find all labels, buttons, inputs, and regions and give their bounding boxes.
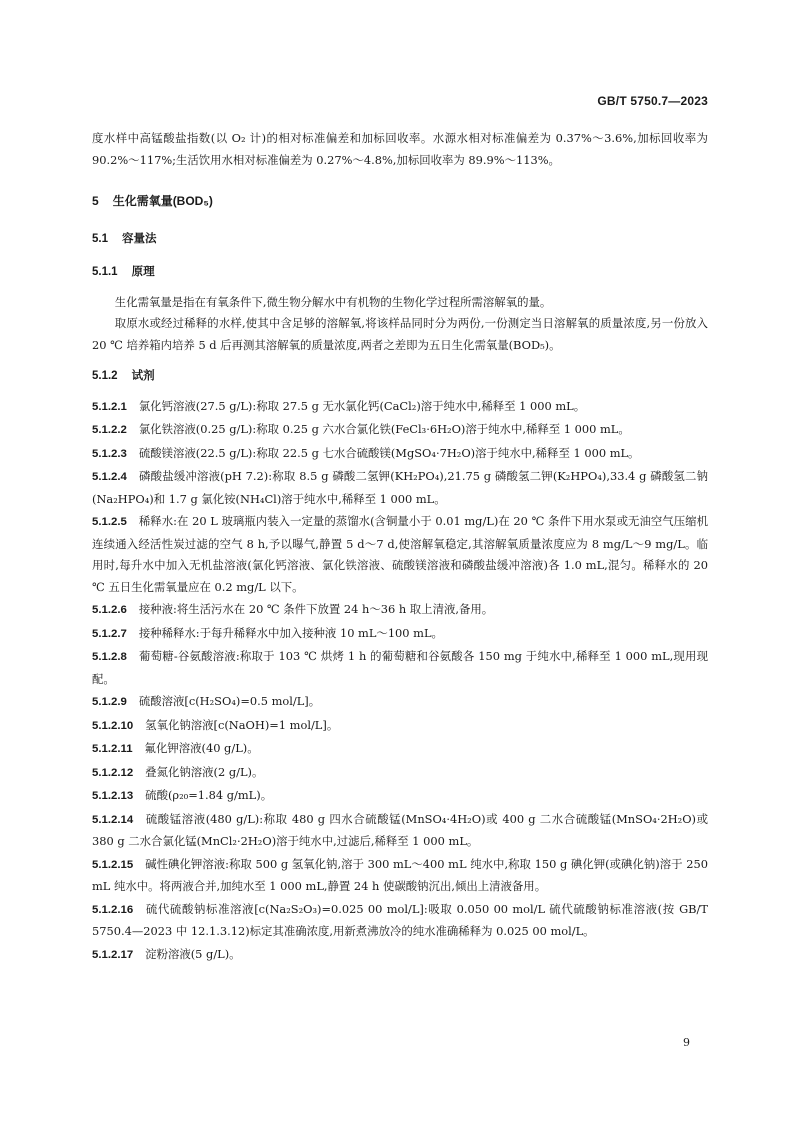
- reagent-item-text: 氯化钙溶液(27.5 g/L):称取 27.5 g 无水氯化钙(CaCl₂)溶于纯水中,稀释至 1 000 mL。: [138, 398, 586, 413]
- reagent-item: [92, 396, 708, 419]
- section-5-1-2-title: 试剂: [131, 370, 155, 382]
- reagent-item-number: 5.1.2.8: [92, 651, 127, 663]
- reagent-item-text: 接种稀释水:于每升稀释水中加入接种液 10 mL～100 mL。: [138, 625, 443, 640]
- reagent-item-number: 5.1.2.14: [92, 813, 134, 826]
- reagent-item-text: 硫酸(ρ₂₀=1.84 g/mL)。: [145, 788, 273, 802]
- reagent-item: [92, 944, 708, 967]
- reagent-item: [92, 623, 708, 646]
- reagent-item-number: 5.1.2.4: [92, 471, 127, 483]
- reagent-item-text: 氢氧化钠溶液[c(NaOH)=1 mol/L]。: [145, 717, 339, 732]
- reagent-item-text: 葡萄糖-谷氨酸溶液:称取于 103 ℃ 烘烤 1 h 的葡萄糖和谷氨酸各 150 mg 于纯水中,稀释至 1 000 mL,现用现配。: [92, 649, 708, 686]
- reagent-item-text: 硫酸锰溶液(480 g/L):称取 480 g 四水合硫酸锰(MnSO₄·4H₂O)或 400 g 二水合硫酸锰(MnSO₄·2H₂O)或 380 g 二水合氯化锰(MnCl₂·2H₂O)溶于纯水中,过滤后,稀释至 1 000 mL。: [92, 811, 708, 848]
- reagent-item: [92, 646, 708, 690]
- reagent-item: [92, 419, 708, 442]
- reagent-item-number: 5.1.2.16: [92, 903, 134, 916]
- reagent-item: [92, 443, 708, 466]
- reagent-item-text: 接种液:将生活污水在 20 ℃ 条件下放置 24 h～36 h 取上清液,备用。: [138, 602, 494, 616]
- section-5-1-2-heading: [92, 366, 708, 388]
- reagent-item: [92, 762, 708, 785]
- section-5-1-title: 容量法: [122, 232, 157, 245]
- reagent-item-text: 碱性碘化钾溶液:称取 500 g 氢氧化钠,溶于 300 mL～400 mL 纯水中,称取 150 g 碘化钾(或碘化钠)溶于 250 mL 纯水中。将两液合并,加纯水至 1 000 mL,静置 24 h 使碳酸钠沉出,倾出上清液备用。: [92, 856, 708, 893]
- section-5-1-2-number: 5.1.2: [92, 370, 118, 382]
- reagent-item-number: 5.1.2.3: [92, 447, 127, 460]
- reagent-item-text: 氯化铁溶液(0.25 g/L):称取 0.25 g 六水合氯化铁(FeCl₃·6H₂O)溶于纯水中,稀释至 1 000 mL。: [138, 422, 630, 436]
- reagent-item-number: 5.1.2.17: [92, 948, 134, 961]
- reagent-item-number: 5.1.2.1: [92, 400, 127, 413]
- reagent-item-text: 叠氮化钠溶液(2 g/L)。: [145, 764, 264, 779]
- reagent-item-text: 硫酸溶液[c(H₂SO₄)=0.5 mol/L]。: [138, 694, 321, 708]
- reagent-item-text: 硫代硫酸钠标准溶液[c(Na₂S₂O₃)=0.025 00 mol/L]:吸取 0.050 00 mol/L 硫代硫酸钠标准溶液(按 GB/T 5750.4—2023 中 12.1.3.12)标定其准确浓度,用新煮沸放冷的纯水准确稀释为 0.025 00 mol/L。: [92, 901, 708, 938]
- reagent-item: [92, 854, 708, 898]
- section-5-1-1-title: 原理: [131, 266, 155, 278]
- section-5-1-1-heading: [92, 262, 708, 284]
- section-5-1-heading: [92, 229, 708, 251]
- principle-paragraph-2: 取原水或经过稀释的水样,使其中含足够的溶解氧,将该样品同时分为两份,一份测定当日溶解氧的质量浓度,另一份放入 20 ℃ 培养箱内培养 5 d 后再测其溶解氧的质量浓度,两者之差即为五日生化需氧量(BOD₅)。: [92, 316, 708, 352]
- section-5-1-1-number: 5.1.1: [92, 266, 118, 278]
- reagent-item-text: 稀释水:在 20 L 玻璃瓶内装入一定量的蒸馏水(含铜量小于 0.01 mg/L)在 20 ℃ 条件下用水泵或无油空气压缩机连续通入经活性炭过滤的空气 8 h,予以曝气,静置 5 d～7 d,使溶解氧稳定,其溶解氧质量浓度应为 8 mg/L～9 mg/L。临用时,每升水中加入无机盐溶液(氯化钙溶液、氯化铁溶液、硫酸镁溶液和磷酸盐缓冲溶液)各 1.0 mL,混匀。稀释水的 20 ℃ 五日生化需氧量应在 0.2 mg/L 以下。: [92, 514, 708, 594]
- section-5-1-number: 5.1: [92, 232, 108, 245]
- reagent-item-number: 5.1.2.13: [92, 790, 134, 802]
- reagent-item-number: 5.1.2.5: [92, 516, 127, 528]
- document-body: [92, 128, 708, 966]
- principle-paragraph-1: 生化需氧量是指在有氧条件下,微生物分解水中有机物的生物化学过程所需溶解氧的量。: [114, 294, 552, 309]
- reagent-item: [92, 738, 708, 761]
- section-5-title: 生化需氧量(BOD₅): [112, 194, 213, 208]
- reagent-item: [92, 715, 708, 738]
- reagent-item: [92, 466, 708, 510]
- reagent-item-text: 硫酸镁溶液(22.5 g/L):称取 22.5 g 七水合硫酸镁(MgSO₄·7H₂O)溶于纯水中,稀释至 1 000 mL。: [138, 445, 640, 460]
- reagent-item-number: 5.1.2.12: [92, 766, 134, 779]
- reagent-item: [92, 809, 708, 853]
- intro-paragraph: 度水样中高锰酸盐指数(以 O₂ 计)的相对标准偏差和加标回收率。水源水相对标准偏差为 0.37%～3.6%,加标回收率为 90.2%～117%;生活饮用水相对标准偏差为 0.27%～4.8%,加标回收率为 89.9%～113%。: [92, 131, 708, 167]
- reagent-item: [92, 785, 708, 808]
- reagent-item-text: 淀粉溶液(5 g/L)。: [145, 946, 241, 961]
- reagent-item-text: 氟化钾溶液(40 g/L)。: [144, 741, 259, 755]
- reagent-item: [92, 511, 708, 598]
- reagent-list: [92, 396, 708, 967]
- reagent-item-number: 5.1.2.7: [92, 627, 127, 640]
- reagent-item-number: 5.1.2.10: [92, 719, 134, 732]
- reagent-item-number: 5.1.2.2: [92, 424, 127, 436]
- reagent-item: [92, 899, 708, 943]
- section-5-number: 5: [92, 194, 99, 208]
- reagent-item-text: 磷酸盐缓冲溶液(pH 7.2):称取 8.5 g 磷酸二氢钾(KH₂PO₄),21.75 g 磷酸氢二钾(K₂HPO₄),33.4 g 磷酸氢二钠(Na₂HPO₄)和 1.7 g 氯化铵(NH₄Cl)溶于纯水中,稀释至 1 000 mL。: [92, 469, 708, 506]
- reagent-item-number: 5.1.2.9: [92, 696, 127, 708]
- standard-code: GB/T 5750.7—2023: [597, 94, 708, 108]
- reagent-item: [92, 599, 708, 622]
- reagent-item-number: 5.1.2.15: [92, 858, 134, 871]
- reagent-item: [92, 691, 708, 714]
- section-5-heading: [92, 191, 708, 213]
- reagent-item-number: 5.1.2.6: [92, 604, 127, 616]
- page-number: 9: [683, 1036, 690, 1049]
- reagent-item-number: 5.1.2.11: [92, 743, 133, 755]
